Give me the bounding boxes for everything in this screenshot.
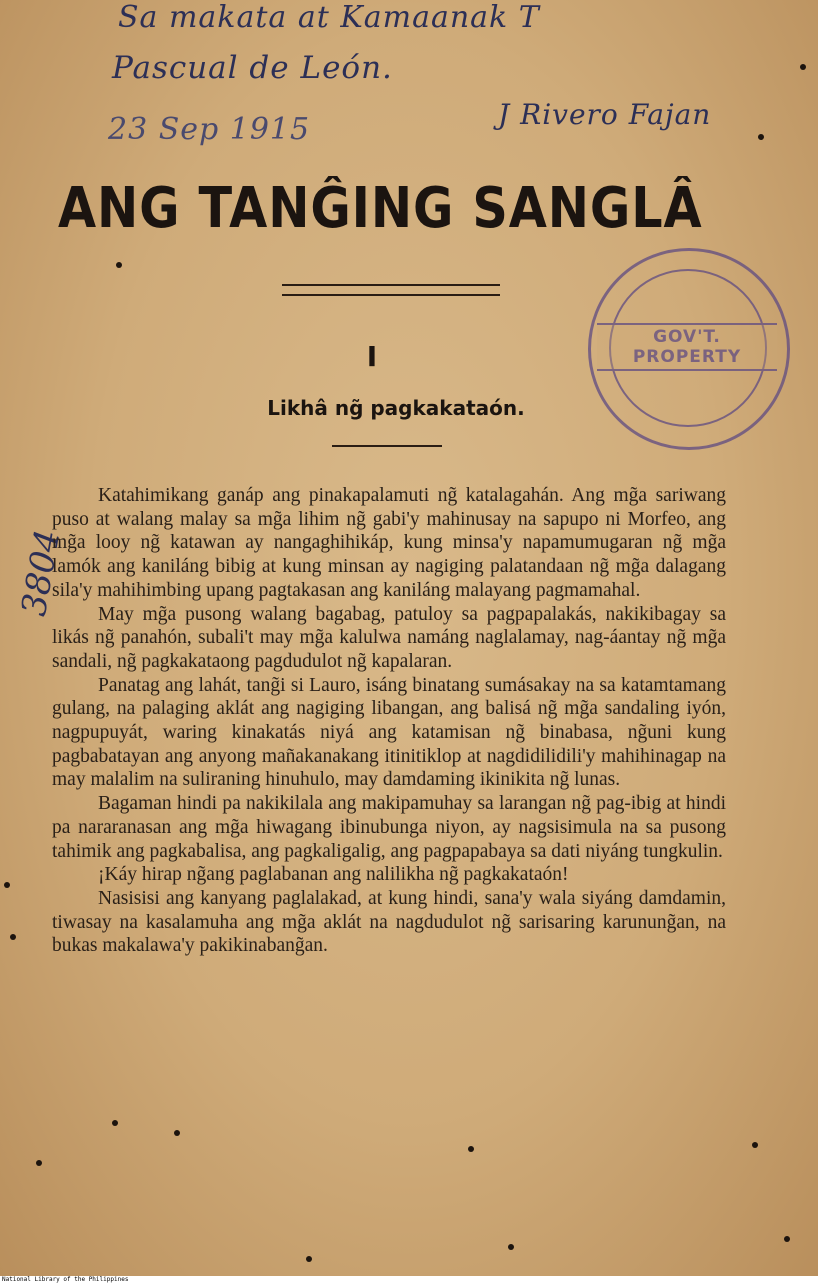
handwritten-date: 23 Sep 1915 [108, 112, 311, 147]
speckle [752, 1142, 758, 1148]
library-stamp [588, 248, 790, 450]
speckle [112, 1120, 118, 1126]
speckle [758, 134, 764, 140]
paragraph: May mg̃a pusong walang bagabag, patuloy sa pagpapalakás, nakikibagay sa likás ng̃ panahón, subali't may mg̃a kalulwa namáng naglalamay, nag-áantay ng̃ mg̃a sandali, ng̃ pagkakataong pagdudulot ng̃ kapalaran. [52, 603, 726, 672]
paragraph: Katahimikang ganáp ang pinakapalamuti ng̃ katalagahán. Ang mg̃a sariwang puso at walang malay sa mg̃a lihim ng̃ gabi'y mahinusay na sapupo ni Morfeo, ang mg̃a looy ng̃ katawan ay nangaghihikáp, kung minsa'y napamumugaran ng̃ mg̃a lamók ang kaniláng bibig at kung minsan ay nagiging palatandaan ng̃ mg̃a dalagang sila'y mahihimbing upang pagtakasan ang kaniláng malayang pagmamahal. [52, 485, 726, 601]
speckle [508, 1244, 514, 1250]
handwritten-dedication-line1: Sa makata at Kamaanak T [118, 0, 540, 35]
chapter-subtitle: Likhâ ng̃ pagkakataón. [267, 396, 525, 420]
speckle [784, 1236, 790, 1242]
speckle [4, 882, 10, 888]
speckle [36, 1160, 42, 1166]
subtitle-rule [332, 445, 442, 447]
paragraph: ¡Káy hirap ng̃ang paglabanan ang nalilikha ng̃ pagkakataón! [98, 864, 569, 886]
speckle [468, 1146, 474, 1152]
paragraph: Panatag ang lahát, tang̃i si Lauro, isáng binatang sumásakay na sa katamtamang gulang, na palaging aklát ang nagiging libangan, ang balisá ng̃ mg̃a sandaling iyón, nagpupuyát, waring kinakatás niyá ang katamisan ng̃ binabasa, ng̃uni kung pagbabatayan ang anyong mañakanakang itinitiklop at nagdidilidili'y mahihinagap na may malalim na suliraning hinuhulo, may damdaming ikinikita ng̃ lunas. [52, 674, 726, 791]
body-text [52, 484, 726, 958]
speckle [800, 64, 806, 70]
chapter-number: I [366, 340, 378, 373]
paragraph: Nasisisi ang kanyang paglalakad, at kung hindi, sana'y wala siyáng damdamin, tiwasay na kasalamuha ang mg̃a aklát na nagdudulot ng̃ sarisaring karunung̃an, na bukas makalawa'y pakikinabang̃an. [52, 887, 726, 957]
margin-handwritten-number: 3804 [14, 526, 69, 619]
handwritten-dedication-line2: Pascual de León. [112, 50, 393, 86]
speckle [116, 262, 122, 268]
title-double-rule [282, 284, 500, 296]
footer-credit: National Library of the Philippines [0, 1276, 818, 1283]
paragraph: Bagaman hindi pa nakikilala ang makipamuhay sa larangan ng̃ pag-ibig at hindi pa nararanasan ang mg̃a hiwagang ibinubunga niyon, ay nagsisimula na sa pusong tahimik ang pagkabalisa, ang pagkaligalig, ang pagpapabaya sa dati niyáng tungkulin. [52, 793, 726, 862]
speckle [10, 934, 16, 940]
page-title: ANG TANĜING SANGLÂ [58, 176, 703, 241]
speckle [306, 1256, 312, 1262]
stamp-label: GOV'T. PROPERTY [597, 323, 777, 371]
speckle [174, 1130, 180, 1136]
handwritten-signature: J Rivero Fajan [498, 98, 712, 131]
